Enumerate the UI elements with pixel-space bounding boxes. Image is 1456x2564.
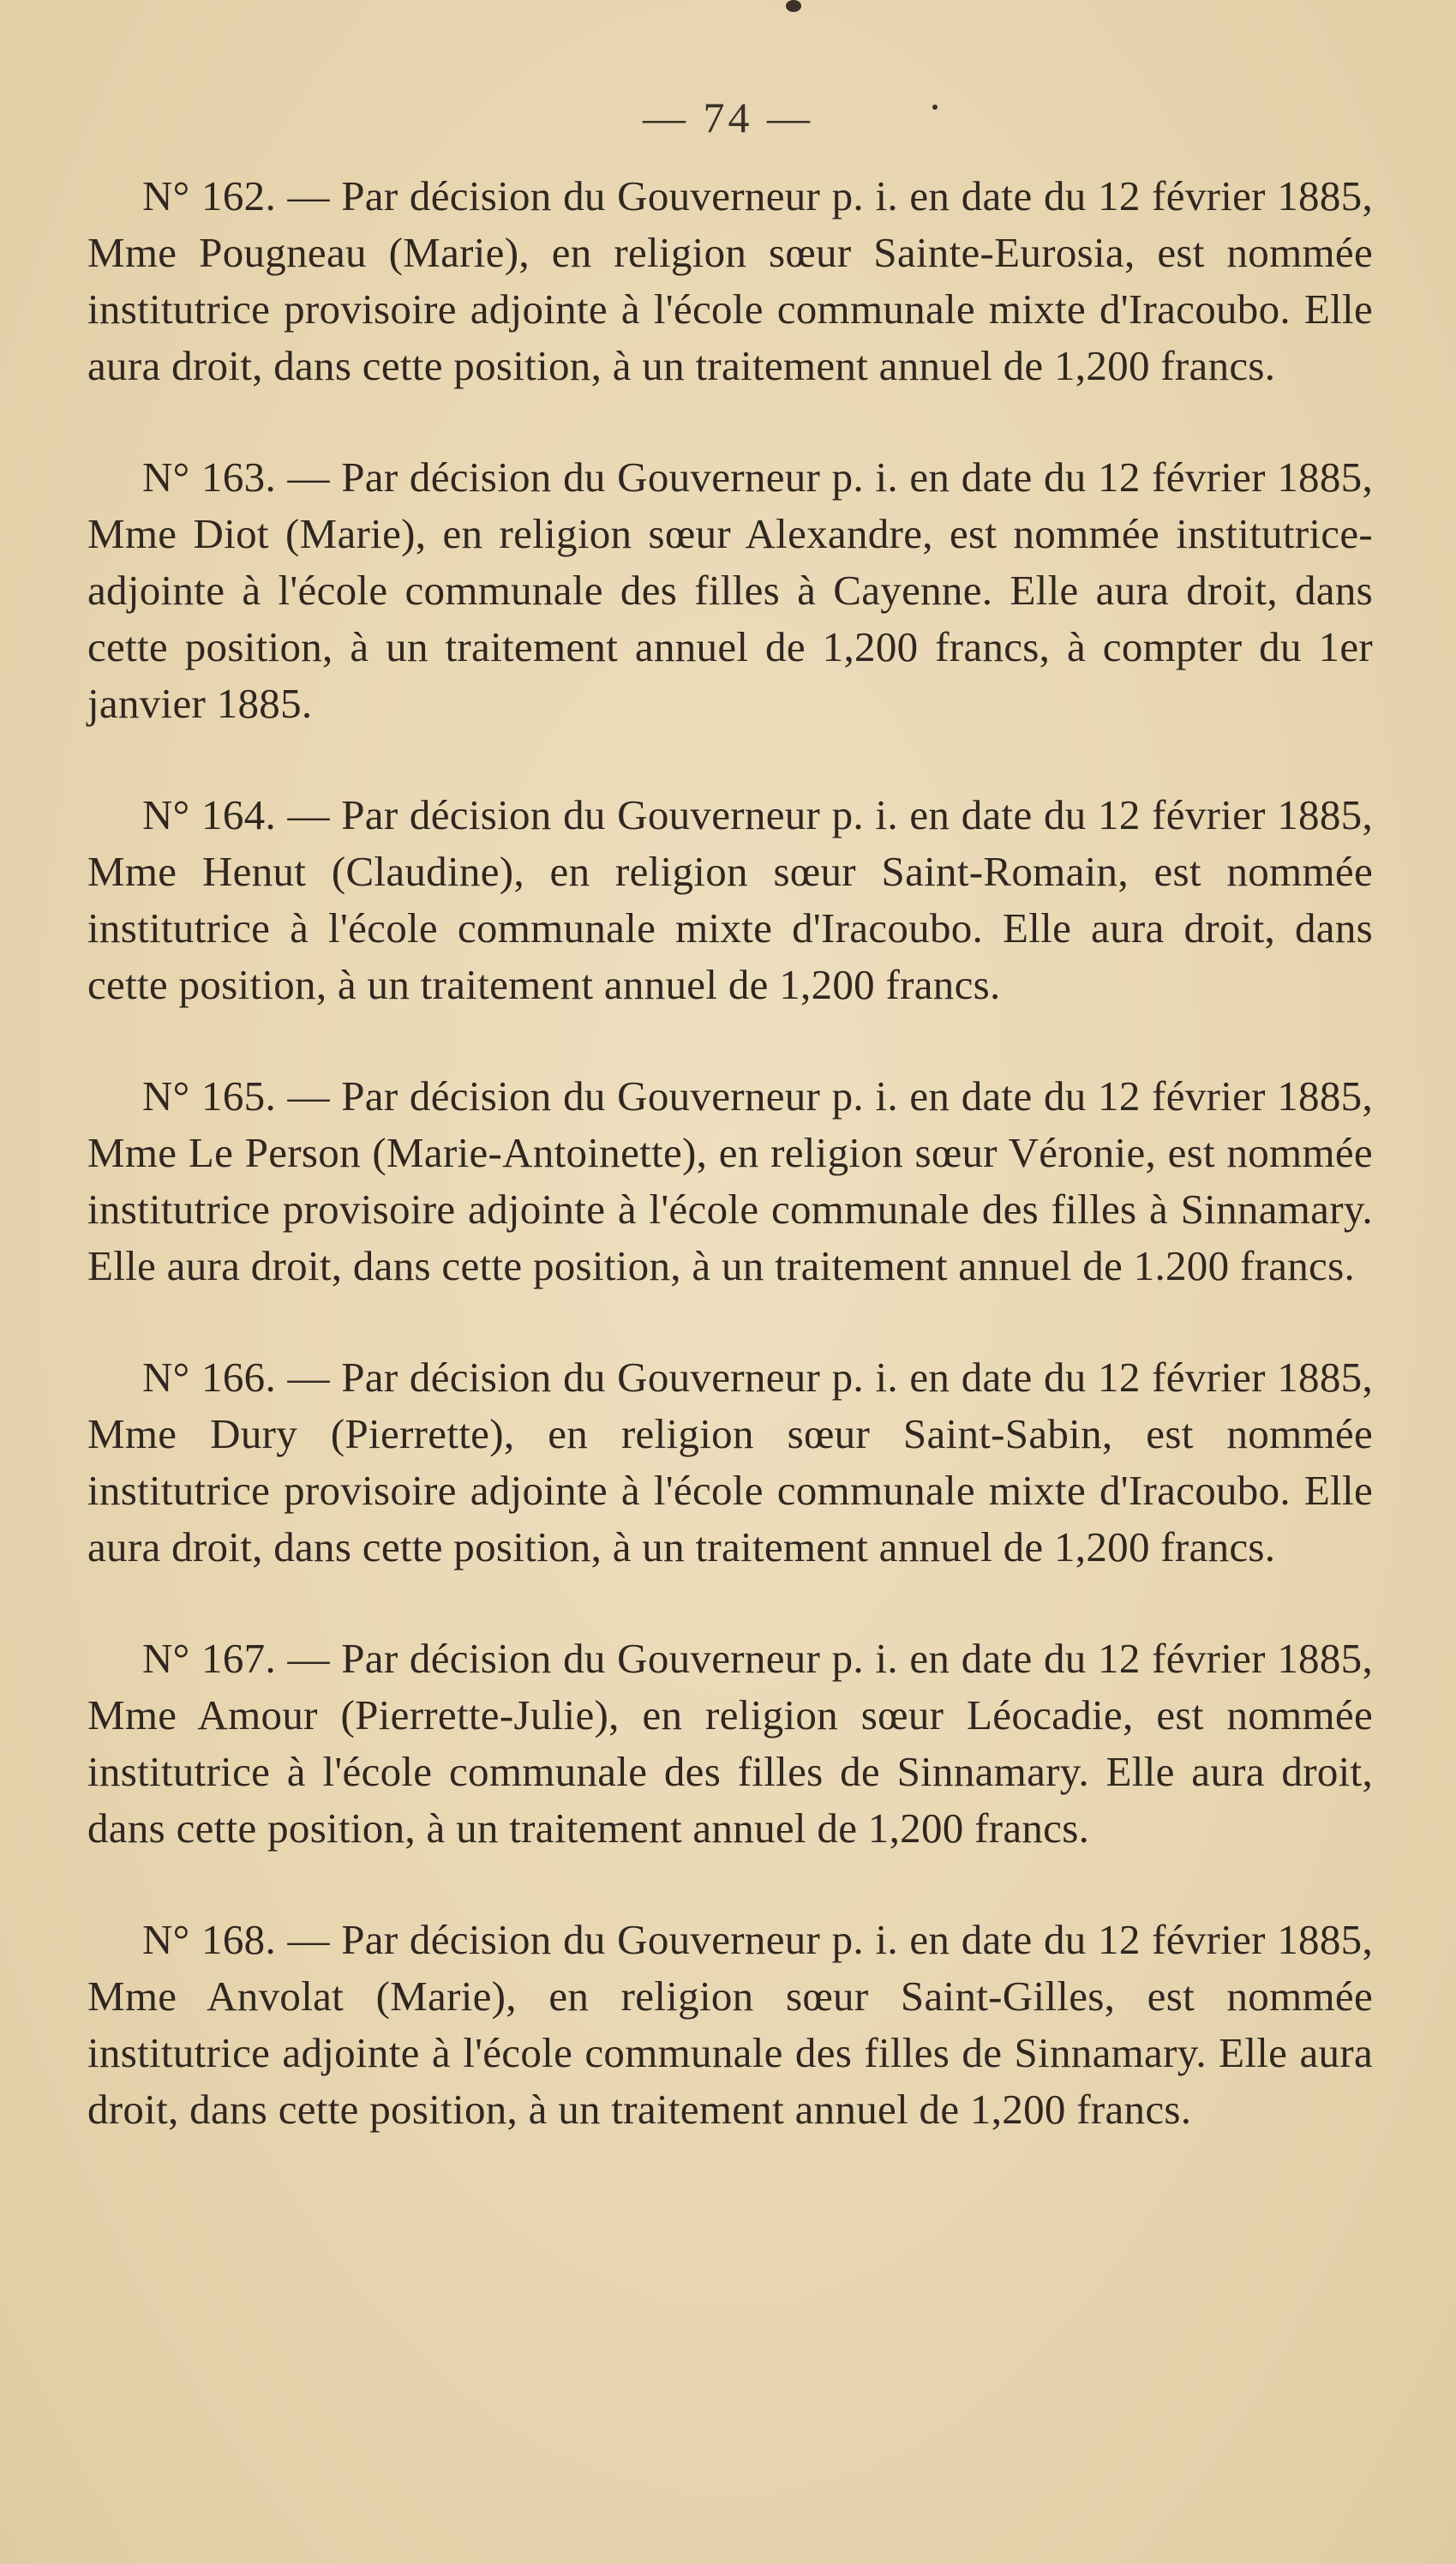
ink-mark bbox=[786, 0, 801, 12]
notice-165: N° 165. — Par décision du Gouverneur p. i. en date du 12 février 1885, Mme Le Person (Marie-Antoinette), en religion sœur Véronie, est nommée institutrice provisoire adjointe à l'école communale des filles à Sinnamary. Elle aura droit, dans cette position, à un traitement annuel de 1.200 francs. bbox=[87, 1072, 1373, 1289]
notice-163: N° 163. — Par décision du Gouverneur p. i. en date du 12 février 1885, Mme Diot (Marie), en religion sœur Alexandre, est nommée institutrice-adjointe à l'école communale des filles à Cayenne. Elle aura droit, dans cette position, à un traitement annuel de 1,200 francs, à compter du 1er janvier 1885. bbox=[87, 453, 1373, 727]
notice-167: N° 167. — Par décision du Gouverneur p. i. en date du 12 février 1885, Mme Amour (Pierrette-Julie), en religion sœur Léocadie, est nommée institutrice à l'école communale des filles de Sinnamary. Elle aura droit, dans cette position, à un traitement annuel de 1,200 francs. bbox=[87, 1635, 1373, 1852]
notice-164: N° 164. — Par décision du Gouverneur p. i. en date du 12 février 1885, Mme Henut (Claudine), en religion sœur Saint-Romain, est nommée institutrice à l'école communale mixte d'Iracoubo. Elle aura droit, dans cette position, à un traitement annuel de 1,200 francs. bbox=[87, 791, 1373, 1008]
page-number: — 74 — bbox=[643, 93, 813, 141]
notice-162: N° 162. — Par décision du Gouverneur p. i. en date du 12 février 1885, Mme Pougneau (Marie), en religion sœur Sainte-Eurosia, est nommée institutrice provisoire adjointe à l'école communale mixte d'Iracoubo. Elle aura droit, dans cette position, à un traitement annuel de 1,200 francs. bbox=[87, 172, 1373, 389]
notice-166: N° 166. — Par décision du Gouverneur p. i. en date du 12 février 1885, Mme Dury (Pierrette), en religion sœur Saint-Sabin, est nommée institutrice provisoire adjointe à l'école communale mixte d'Iracoubo. Elle aura droit, dans cette position, à un traitement annuel de 1,200 francs. bbox=[87, 1354, 1373, 1570]
notices-list bbox=[87, 168, 1373, 2193]
notice-168: N° 168. — Par décision du Gouverneur p. i. en date du 12 février 1885, Mme Anvolat (Marie), en religion sœur Saint-Gilles, est nommée institutrice adjointe à l'école communale des filles de Sinnamary. Elle aura droit, dans cette position, à un traitement annuel de 1,200 francs. bbox=[87, 1916, 1373, 2133]
